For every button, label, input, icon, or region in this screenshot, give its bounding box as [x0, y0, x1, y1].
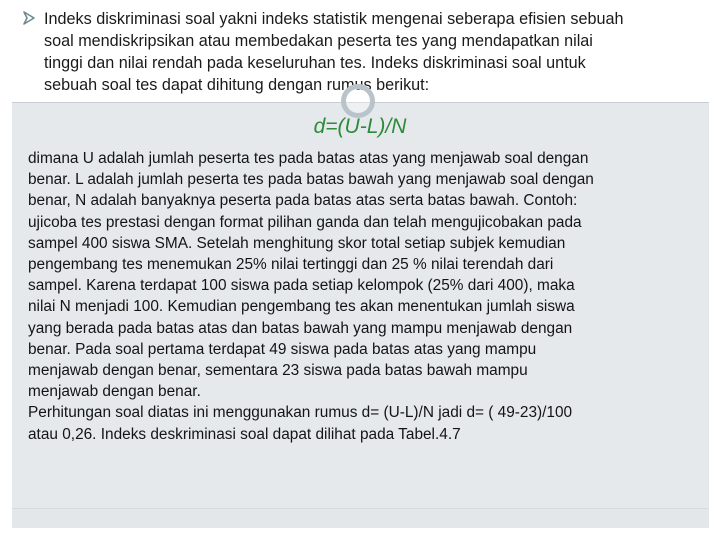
arrow-bullet-icon	[22, 11, 36, 25]
footer-band	[12, 508, 709, 528]
intro-text: Indeks diskriminasi soal yakni indeks statistik mengenai seberapa efisien sebuah soal mendiskripsikan atau membedakan peserta tes yang mendapatkan nilai tinggi dan nilai rendah pada keseluruhan tes. Indeks diskriminasi soal untuk sebuah soal tes dapat dihitung dengan rumus berikut:	[44, 10, 624, 94]
ring-decoration-icon	[341, 84, 375, 118]
body-text: dimana U adalah jumlah peserta tes pada batas atas yang menjawab soal dengan benar. L adalah jumlah peserta tes pada batas bawah yang menjawab soal dengan benar, N adalah banyaknya peserta pada batas atas serta batas bawah. Contoh: ujicoba tes prestasi dengan format pilihan ganda dan telah mengujicobakan pada sampel 400 siswa SMA. Setelah menghitung skor total setiap subjek kemudian pengembang tes menemukan 25% nilai tertinggi dan 25 % nilai terendah dari sampel. Karena terdapat 100 siswa pada setiap kelompok (25% dari 400), maka nilai N menjadi 100. Kemudian pengembang tes akan menentukan jumlah siswa yang berada pada batas atas dan batas bawah yang mampu menjawab dengan benar. Pada soal pertama terdapat 49 siswa pada batas atas yang mampu menjawab dengan benar, sementara 23 siswa pada batas bawah mampu menjawab dengan benar. Perhitungan soal diatas ini menggunakan rumus d= (U-L)/N jadi d= ( 49-23)/100 atau 0,26. Indeks deskriminasi soal dapat dilihat pada Tabel.4.7	[28, 150, 594, 443]
formula: d=(U-L)/N	[313, 115, 407, 138]
